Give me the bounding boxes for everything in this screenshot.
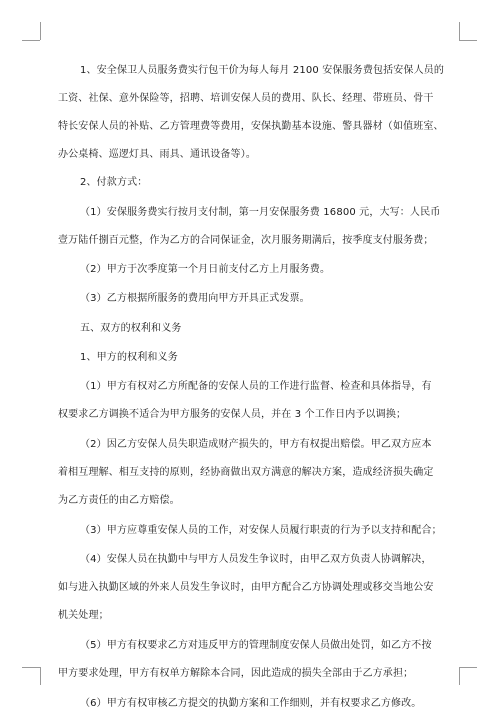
text-line: 着相互理解、相互支持的原则，经协商做出双方满意的解决方案，造成经济损失确定: [58, 467, 434, 478]
crop-mark-bottom-left: [40, 667, 41, 685]
text-line: （2）甲方于次季度第一个月日前支付乙方上月服务费。: [80, 264, 331, 275]
crop-mark-top-right: [459, 22, 460, 40]
crop-mark-top-left: [40, 22, 41, 40]
text-line: （3）甲方应尊重安保人员的工作，对安保人员履行职责的行为予以支持和配合；: [80, 525, 442, 536]
crop-mark-bottom-left-h: [22, 667, 40, 668]
text-line: 权要求乙方调换不适合为甲方服务的安保人员，并在 3 个工作日内予以调换；: [58, 409, 407, 420]
text-line: 机关处理；: [58, 610, 109, 621]
crop-mark-top-left-h: [22, 40, 40, 41]
text-line: 1、安全保卫人员服务费实行包干价为每人每月 2100 安保服务费包括安保人员的: [80, 65, 445, 76]
text-line: 办公桌椅、巡逻灯具、雨具、通讯设备等）。: [58, 149, 256, 160]
crop-mark-bottom-right: [459, 667, 460, 685]
text-line: （4）安保人员在执勤中与甲方人员发生争议时，由甲乙双方负责人协调解决，: [80, 554, 432, 565]
text-line: （1）甲方有权对乙方所配备的安保人员的工作进行监督、检查和具体指导，有: [80, 381, 432, 392]
text-line: 工资、社保、意外保险等，招聘、培训安保人员的费用、队长、经理、带班员、骨干: [58, 93, 434, 104]
text-line: 特长安保人员的补贴、乙方管理费等费用，安保执勤基本设施、警具器材（如值班室、: [58, 121, 444, 132]
section-heading: 1、甲方的权利和义务: [80, 352, 178, 363]
crop-mark-bottom-right-h: [459, 667, 477, 668]
text-line: （3）乙方根据所服务的费用向甲方开具正式发票。: [80, 293, 310, 304]
text-line: （5）甲方有权要求乙方对违反甲方的管理制度安保人员做出处罚，如乙方不按: [80, 640, 432, 651]
text-line: （6）甲方有权审核乙方提交的执勤方案和工作细则，并有权要求乙方修改。: [80, 698, 422, 709]
text-line: 甲方要求处理，甲方有权单方解除本合同，因此造成的损失全部由于乙方承担；: [58, 668, 414, 679]
text-line: 如与进入执勤区域的外来人员发生争议时，由甲方配合乙方协调处理或移交当地公安: [58, 582, 434, 593]
crop-mark-top-right-h: [459, 40, 477, 41]
section-heading: 五、双方的权利和义务: [80, 323, 182, 334]
text-line: （1）安保服务费实行按月支付制，第一月安保服务费 16800 元，大写：人民币: [80, 207, 441, 218]
section-heading: 2、付款方式：: [80, 177, 148, 188]
text-line: 壹万陆仟捌百元整，作为乙方的合同保证金，次月服务期满后，按季度支付服务费；: [58, 235, 434, 246]
text-line: （2）因乙方安保人员失职造成财产损失的，甲方有权提出赔偿。甲乙双方应本: [80, 439, 432, 450]
text-line: 为乙方责任的由乙方赔偿。: [58, 495, 180, 506]
